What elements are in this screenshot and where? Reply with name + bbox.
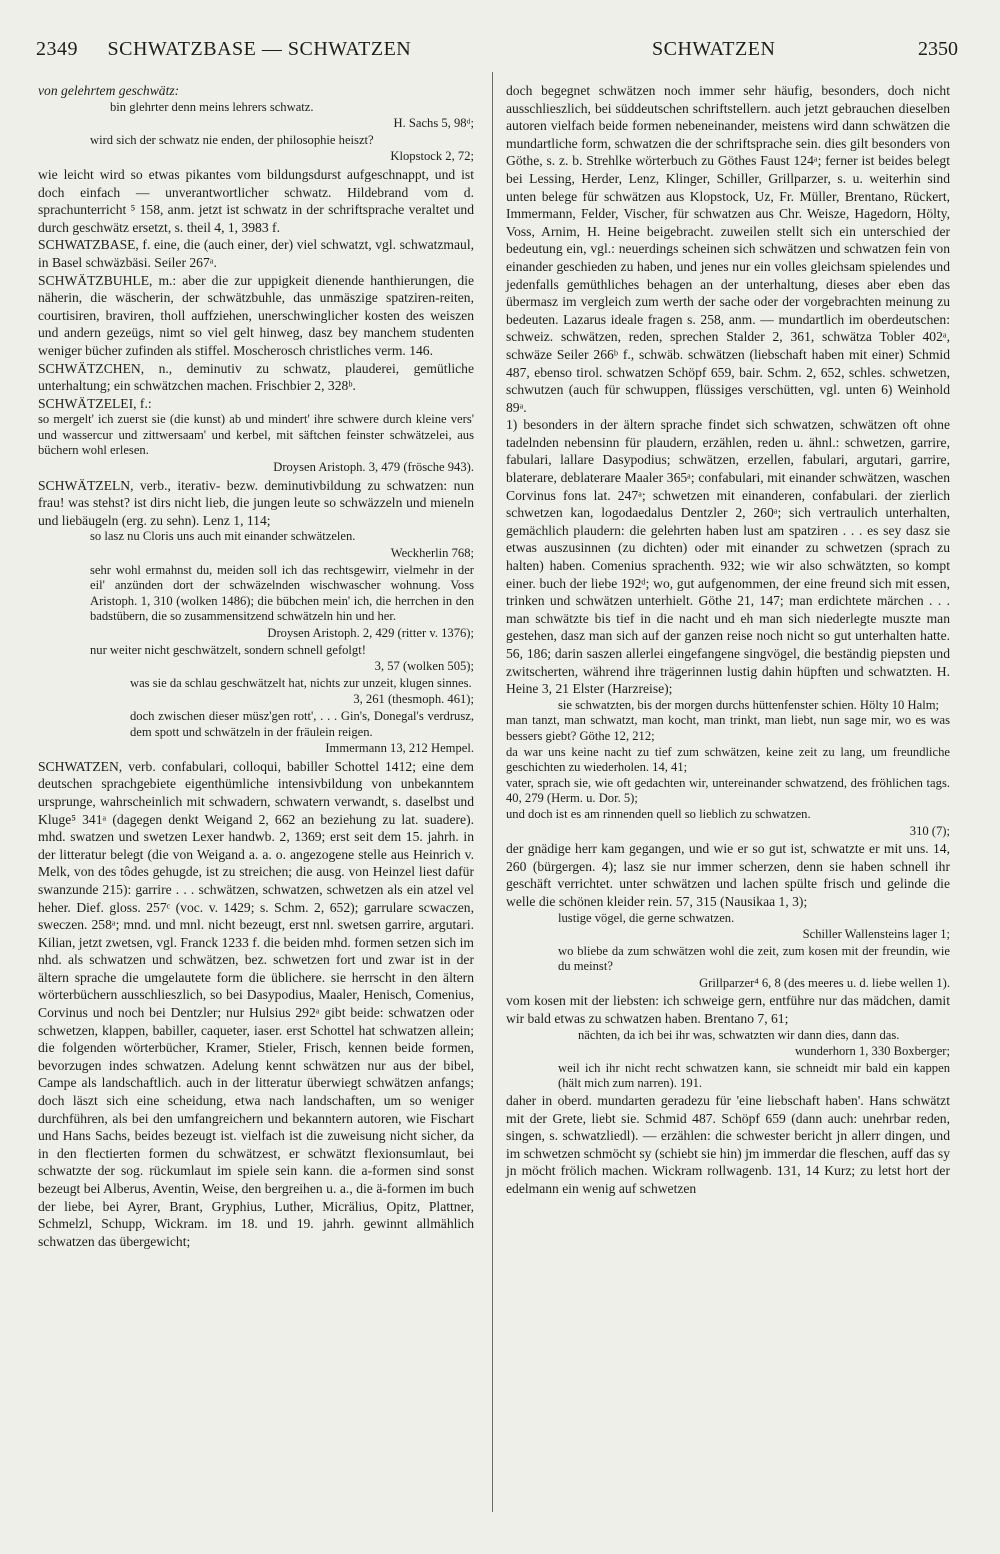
- left-running-title: SCHWATZBASE — SCHWATZEN: [107, 38, 412, 60]
- right-running-title: SCHWATZEN: [652, 38, 776, 60]
- column-divider: [492, 72, 493, 1512]
- quotation: sie schwatzten, bis der morgen durchs hüttenfenster schien. Hölty 10 Halm;: [558, 697, 939, 712]
- citation: Droysen Aristoph. 3, 479 (frösche 943).: [273, 460, 474, 475]
- citation: Klopstock 2, 72;: [390, 149, 474, 164]
- entry-paragraph: SCHWÄTZCHEN, n., deminutiv zu schwatz, plauderei, gemütliche unterhaltung; ein schwätzchen machen. Frischbier 2, 328ᵇ.: [38, 360, 474, 394]
- citation: Weckherlin 768;: [390, 546, 474, 561]
- entry-paragraph: SCHWÄTZELN, verb., iterativ- bezw. deminutivbildung zu schwatzen: nun frau! was stehst? ist dirs nicht lieb, die jungen leute so schwäzzeln und mieneln und liebäugeln (erg. zu sehn). Lenz 1, 114;: [38, 477, 474, 528]
- entry-paragraph: SCHWATZEN, verb. confabulari, colloqui, babiller Schottel 1412; eine dem deutschen sprachgebiete eigenthümliche intensivbildung von unbekanntem ursprunge, wahrscheinlich mit schwadern, schwatern verwandt, s. daselbst und Kluge⁵ 341ᵃ (dagegen denkt Weigand 2, 662 an beziehung zu lat. suadere). mhd. swatzen und swetzen Lexer handwb. 2, 1369; erst seit dem 15. jahrh. in der litteratur belegt (die von Weigand a. a. o. angezogene stelle aus Heinrich v. Melk, von des tôdes gehugde, ist zu streichen; die ausg. von Heinzel liest dafür swanzunde 215): garrire . . . schwätzen, schwatzen, schwetzen als ein atzel vel heher. Dief. gloss. 257ᶜ (voc. v. 1429; s. Schm. 2, 652); garrulare scwaczen, sweczen. 258ᵃ; mnd. und mnl. nicht bezeugt, erst nnl. swetsen garrire, argutari. Kilian, jetzt zwetsen, vgl. Franck 1233 f. die beiden mhd. formen setzen sich im nhd. als schwatzen und schwätzen, bez. schwetzen fort und zwar ist in der ältern sprache die umgelautete form die üblichere. sie herrscht in den ältern wörterbüchern ausschlieszlich, so bei Dasypodius, Maaler, Henisch, Comenius, Corvinus und noch bei Dentzler; nur Hulsius 292ᵃ gibt beide: schwatzen oder schwetzen, klappen, babiller, caqueter, iaser. erst Schottel hat schwatzen allein; die folgenden wörterbücher, Kramer, Stieler, Frisch, kennen beide formen, bevorzugen indes schwatzen. Adelung kennt schwätzen nur aus der bibel, Campe als landschaftlich. auch in der litteratur überwiegt schwätzen anfangs; doch läszt sich eine scheidung, etwa nach landschaften, um so weniger durchführen, als bei den umfangreichern und bekanntern autoren, wie Fischart und Hans Sachs, beides bezeugt ist. vielfach ist die zuweisung nicht sicher, da in den flectierten formen du schwätzest, er schwätzt flexionsumlaut, bei schwatzte der sog. rückumlaut im spiele sein kann. die a-formen sind sonst bezeugt bei Alberus, Aventin, Weise, den bergreihen u. a., die ä-formen im buch der liebe, bei Ayrer, Brant, Gryphius, Luther, Micrälius, Opitz, Plattner, Schmelzl, Schupp, Wickram. im 18. und 19. jahrh. gewinnt allmählich schwatzen das übergewicht;: [38, 758, 474, 1249]
- citation: Grillparzer⁴ 6, 8 (des meeres u. d. liebe wellen 1).: [699, 975, 950, 990]
- quotation: nur weiter nicht geschwätzelt, sondern schnell gefolgt!: [90, 642, 366, 657]
- entry-paragraph: von gelehrtem geschwätz:: [38, 83, 180, 98]
- citation: 3, 261 (thesmoph. 461);: [353, 692, 474, 707]
- entry-paragraph: 1) besonders in der ältern sprache findet sich schwatzen, schwätzen oft ohne tadelnden nebensinn für plaudern, erzählen, reden u. ähnl.: schwetzen, garrire, fabulari, lallare Dasypodius; schwätzen, erzellen, fabulari, argutari, garrire, blaterare, deblaterare Maaler 365ᵃ; confabulari, mit einander schwätzen, waschen Corvinus fons lat. 247ᵃ; schwetzen mit einanderen, confabulari. der zierlich schwetzen kan, logodaedalus Dentzler 2, 260ᵃ; sich vertraulich unterhalten, gemächlich plaudern: die gelehrten haben lust am spatziren . . . es sey dasz sie etwas auszusinnen (zu dichten) oder mit einander zu schwetzen (sprach zu halten) haben. Comenius sprachenth. 932; wie wir also schwätzten, so kompt einer. buch der liebe 192ᵈ; wo, gut aufgenommen, der eine freund sich mit essen, trinken und schwätzen unterhielt. Göthe 21, 147; man erdichtete märchen . . . man schwätzte bis tief in die nacht und eh man sich niederlegte muszte man gestehen, dasz man sich auf der ganzen reise noch nicht so gut unterhalten hatte. 56, 186; darin saszen allerlei eingefangene singvögel, die beständig piepsten und zwitscherten, während ihre trägerinnen lustig dahin hüpften und schwatzten. H. Heine 3, 21 Elster (Harzreise);: [506, 417, 950, 697]
- quotation: was sie da schlau geschwätzelt hat, nichts zur unzeit, klugen sinnes.: [130, 675, 472, 690]
- quotation: da war uns keine nacht zu tief zum schwätzen, keine zeit zu lang, um freundliche geschichten zu wiederholen. 14, 41;: [506, 744, 950, 775]
- quotation: weil ich ihr nicht recht schwatzen kann, sie schneidt mir bald ein kappen (hält mich zum narren). 191.: [558, 1060, 950, 1091]
- quotation: vater, sprach sie, wie oft gedachten wir, untereinander schwatzend, des fröhlichen tags. 40, 279 (Herm. u. Dor. 5);: [506, 775, 950, 806]
- quotation: so lasz nu Cloris uns auch mit einander schwätzelen.: [90, 529, 356, 544]
- entry-paragraph: vom kosen mit der liebsten: ich schweige gern, entführe nur das mädchen, damit wir bald etwas zu schwatzen haben. Brentano 7, 61;: [506, 993, 950, 1027]
- quotation: so mergelt' ich zuerst sie (die kunst) ab und mindert' ihre schwere durch kleine vers' und wassercur und zittwersaam' und kerbel, mit säftchen feinster schwätzelei, aus büchern wohl erlesen.: [38, 412, 474, 458]
- quotation: und doch ist es am rinnenden quell so lieblich zu schwatzen.: [506, 806, 811, 821]
- entry-paragraph: wie leicht wird so etwas pikantes vom bildungsdurst aufgeschnappt, und ist doch einfach — unverantwortlicher schwatz. Hildebrand vom d. sprachunterricht ⁵ 158, anm. jetzt ist schwatz in der schriftsprache veraltet und durch geschwätz ersetzt, s. theil 4, 1, 3983 f.: [38, 166, 474, 235]
- citation: wunderhorn 1, 330 Boxberger;: [794, 1044, 950, 1059]
- quotation: nächten, da ich bei ihr was, schwatzten wir dann dies, dann das.: [578, 1027, 900, 1042]
- entry-paragraph: daher in oberd. mundarten geradezu für 'eine liebschaft haben'. Hans schwätzt mit der Grete, liebt sie. Schmid 487. Schöpf 659 (dann auch: unehrbar reden, singen, s. schwatzliedl). — erzählen: die schwester bericht jn allerr dingen, und im schwetzen schmöcht sy (schiebt sie hin) jm immerdar die fleschen, auff das sy jn möcht frölich machen. Wickram rollwagenb. 131, 14 Kurz; zu letst hort der edelmann ein wenig auf schwetzen: [506, 1093, 950, 1196]
- quotation: doch zwischen dieser müsz'gen rott', . . . Gin's, Donegal's verdrusz, dem spott und schwätzeln in der fräulein reigen.: [130, 708, 474, 739]
- quotation: sehr wohl ermahnst du, meiden soll ich das rechtsgewirr, vielmehr in der eil' anzünden dort der schwäzelnden wischwascher wohnung. Voss Aristoph. 1, 310 (wolken 1486); die bübchen mein' ich, die herrchen in den badstübern, die so zusammensitzend schwätzeln hin und her.: [90, 562, 474, 624]
- right-column: [506, 82, 950, 1198]
- entry-paragraph: SCHWÄTZELEI, f.:: [38, 395, 152, 411]
- citation: 3, 57 (wolken 505);: [374, 659, 474, 674]
- left-header: [36, 38, 411, 61]
- left-column: [38, 82, 474, 1250]
- entry-paragraph: SCHWÄTZBUHLE, m.: aber die zur uppigkeit dienende hanthierungen, die näherin, die wäscherin, der schwätzbuhle, das unmäszige spatziren-reiten, courtisiren, braviren, tholl auffziehen, unerschwinglicher kosten des weiszen und andern gezeügs, nimt so viel gelt hinweg, dasz bey manchem studenten weniger bücher zufinden als stiffel. Moscherosch christliches verm. 146.: [38, 272, 474, 358]
- right-page-number: 2350: [918, 38, 958, 60]
- entry-paragraph: der gnädige herr kam gegangen, und wie er so gut ist, schwatzte er mit uns. 14, 260 (bürgergen. 4); lasz sie nur immer scherzen, denn sie haben schnell ihr geschäft verrichtet. unter schwätzen und lachen spülte frisch und gelinde die welle die schönen kleider rein. 57, 315 (Nausikaa 1, 3);: [506, 841, 950, 909]
- running-header: [0, 38, 1000, 78]
- citation: Immermann 13, 212 Hempel.: [325, 741, 474, 756]
- quotation: bin glehrter denn meins lehrers schwatz.: [110, 99, 314, 114]
- quotation: man tanzt, man schwatzt, man kocht, man trinkt, man liebt, nun sage mir, wo es was bessers giebt? Göthe 12, 212;: [506, 713, 950, 743]
- citation: Schiller Wallensteins lager 1;: [802, 927, 950, 942]
- quotation: lustige vögel, die gerne schwatzen.: [558, 910, 735, 925]
- quotation: wird sich der schwatz nie enden, der philosophie heiszt?: [90, 132, 374, 147]
- entry-paragraph: doch begegnet schwätzen noch immer sehr häufig, besonders, doch nicht ausschlieszlich, bei süddeutschen schriftstellern. auch jetzt gebrauchen dieselben autoren vielfach beide formen nebeneinander, meistens wird dann schwätzen die mundartliche form, schwatzen die der schriftsprache sein. dies gilt besonders von Göthe, s. z. b. Strehlke wörterbuch zu Göthes Faust 124ᵃ; ferner ist beides belegt bei Lessing, Herder, Lenz, Klinger, Schiller, Grillparzer, s. u. weiterhin sind unten belege für schwätzen aus Klopstock, Uz, Fr. Müller, Brentano, Rückert, Immermann, Felder, Vischer, für schwatzen aus Chr. Weisze, Hagedorn, Hölty, Voss, Arnim, H. Heine beigebracht. zuweilen stellt sich ein unterschied der bedeutung ein, vgl.: neuerdings scheinen sich schwätzen und schwatzen fein von einander geschieden zu haben, und jenes nur ein volles gleichsam spielendes und jedenfalls gemüthliches behagen an der unterhaltung, dieses aber eben das übermasz im vergleich zum werth der sache oder der vorgebrachten meinung zu bedeuten. Lazarus ideale fragen s. 258, anm. — mundartlich im oberdeutschen: schweiz. schwätzen, reden, sprechen Stalder 2, 361, schwätza Tobler 402ᵃ, schwäze Seiler 266ᵇ f., schwäb. schwätzen (liebschaft haben mit einer) Schmid 487, ebenso tirol. schwatzen Schöpf 659, bair. Schm. 2, 652, schles. schwetzen, schwutzen (auch für schwuppen, flüssiges verschütten, vgl. unten 6) Weinhold 89ᵃ.: [506, 83, 950, 415]
- citation: H. Sachs 5, 98ᵈ;: [393, 116, 474, 131]
- citation: 310 (7);: [909, 823, 950, 838]
- left-page-number: 2349: [36, 38, 78, 60]
- entry-paragraph: SCHWATZBASE, f. eine, die (auch einer, der) viel schwatzt, vgl. schwatzmaul, in Basel schwäzbäsi. Seiler 267ᵃ.: [38, 237, 474, 270]
- citation: Droysen Aristoph. 2, 429 (ritter v. 1376);: [267, 626, 474, 640]
- quotation: wo bliebe da zum schwätzen wohl die zeit, zum kosen mit der freundin, wie du meinst?: [558, 943, 950, 974]
